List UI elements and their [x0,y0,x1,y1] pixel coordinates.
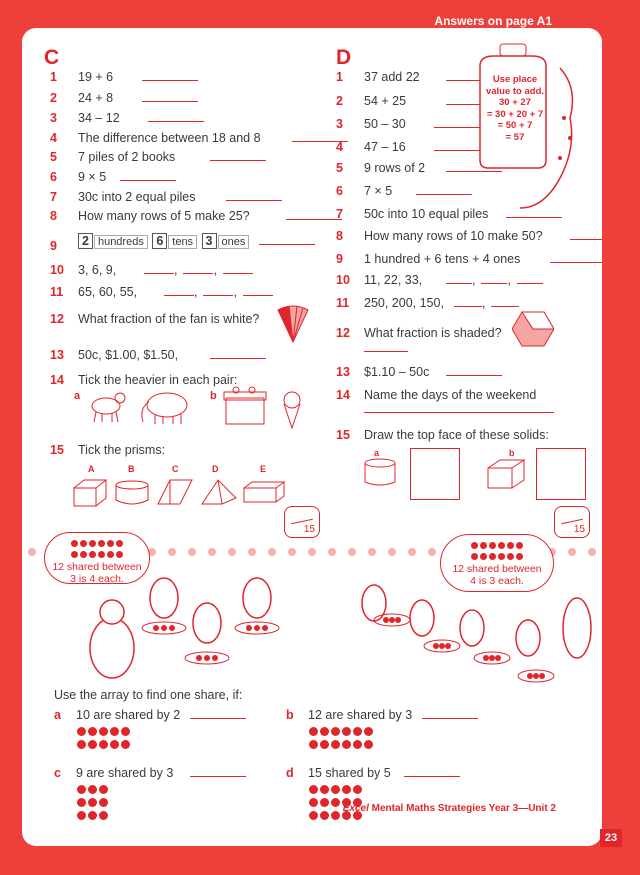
array-dot [353,740,362,749]
counter-dot [71,540,78,547]
question-number: 3 [50,111,57,125]
question-number: 5 [336,161,343,175]
cylinder-solid-icon [362,458,398,488]
question-text: 50 – 30 [364,117,406,131]
array-dot [99,811,108,820]
question-text: What fraction of the fan is white? [78,312,260,326]
counter-dot [516,553,523,560]
question-text: Tick the heavier in each pair: [78,373,238,387]
question-number: 13 [50,348,64,362]
answer-blank[interactable] [404,766,460,777]
page-number: 23 [600,829,622,847]
question-number: 14 [336,388,350,402]
array-dot [320,785,329,794]
hint-line: 30 + 27 [499,97,531,108]
divider-dot [288,548,296,556]
array-dot [331,740,340,749]
answer-blank[interactable] [142,91,198,102]
array-dot [331,811,340,820]
share-letter: d [286,766,294,780]
question-number: 4 [336,140,343,154]
array-dot [309,727,318,736]
counter-dot [480,542,487,549]
hundreds-word: hundreds [94,235,148,249]
prism-label: C [172,464,179,474]
question-text: The difference between 18 and 8 [78,131,261,145]
counter-dot [471,553,478,560]
array-dot [121,727,130,736]
counter-dot [98,540,105,547]
divider-dot [268,548,276,556]
answer-blank[interactable] [144,263,174,274]
array-dot [320,811,329,820]
divider-dot [248,548,256,556]
counter-dot [516,542,523,549]
prism-label: A [88,464,95,474]
array-dot [364,740,373,749]
answer-blank[interactable] [226,190,282,201]
divider-dot [28,548,36,556]
question-text: 19 + 6 [78,70,114,84]
array-dot [88,727,97,736]
counter-dot [498,542,505,549]
cube-icon[interactable] [72,478,108,508]
answers-note: Answers on page A1 [434,14,552,28]
dot-array [308,726,374,752]
place-value-strip [77,233,315,249]
counter-dot [89,540,96,547]
divider-dot [428,548,436,556]
share-letter: a [54,708,61,722]
question-number: 1 [336,70,343,84]
worksheet-page: C 1 19 + 6 2 24 + 8 3 34 – 12 4 The difference between 18 and 8 5 7 piles of 2 books 6 9 × 5 7 30c into 2 equal piles 8 How many rows of 5 make 25? 9 10 3, 6, 9, , , 11 65, 60, 55, , , 12 What fraction of the fan is white? 13 50c, $1.00, $1.50, 14 Tick the heavier in each pair: 15 Tick the prisms: 2 hundreds 6 tens 3 ones a b A B C D E 15 D 1 37 add 22 2 54 + 25 3 50 – 30 4 47 – 16 5 9 rows of 2 6 7 × 5 7 50c into 10 equal piles 8 How many rows of 10 make 50? 9 1 hundred + 6 tens + 4 ones 10 11, 22, 33, , , 11 250, 200, 150, , 12 What fraction is shaded? 13 $1.10 – 50c 14 Name the days of the weekend 15 Draw the top face of these solids: Use place value to add. 30 + 27 = 30 + 20 + 7 = 50 + 7 = 57 a b 15 12 shared between 3 is 4 each. 12 shared between 4 is 3 each. Use the array to find one share, if: a 10 are shared by 2 b 12 are shared by 3 c 9 are shared by 3 d 15 shared by 5 Excel Mental Maths Strategies Year 3—Unit 2 [22,28,602,846]
array-dot [110,740,119,749]
question-text: What fraction is shaded? [364,326,502,340]
question-text: 24 + 8 [78,91,114,105]
answer-blank[interactable] [286,209,342,220]
share-letter: c [54,766,61,780]
question-text: 7 piles of 2 books [78,150,176,164]
counter-dot [507,553,514,560]
array-dot [88,785,97,794]
array-dot [353,785,362,794]
ice-cream-icon[interactable] [280,390,304,430]
counter-dot [498,553,505,560]
array-dot [88,811,97,820]
counter-dot [489,542,496,549]
rectangular-prism-icon[interactable] [242,480,286,504]
divider-dot [348,548,356,556]
array-dot [77,798,86,807]
divider-dot [308,548,316,556]
question-text: 65, 60, 55, [78,285,138,299]
question-number: 2 [50,91,57,105]
question-text: Tick the prisms: [78,443,166,457]
answer-blank[interactable] [517,273,543,284]
counter-dot [471,542,478,549]
question-number: 15 [336,428,350,442]
question-number: 3 [336,117,343,131]
ones-word: ones [218,235,250,249]
hint-line: value to add. [485,85,545,97]
array-dot [320,740,329,749]
array-dot [364,727,373,736]
section-d-letter: D [336,46,352,69]
question-text: Name the days of the weekend [364,388,537,402]
divider-dot [328,548,336,556]
array-dot [99,727,108,736]
question-text: 7 × 5 [364,184,393,198]
question-number: 10 [50,263,64,277]
answer-blank[interactable] [203,285,233,296]
answer-blank[interactable] [190,708,246,719]
hint-line: = 30 + 20 + 7 [486,108,544,120]
question-text: 3, 6, 9, [78,263,117,277]
answer-blank[interactable] [210,150,266,161]
counter-dot [80,540,87,547]
question-number: 13 [336,365,350,379]
question-number: 9 [336,252,343,266]
question-text: 11, 22, 33, [364,273,423,287]
dot-array [76,726,131,752]
answer-blank[interactable] [491,296,519,307]
question-number: 6 [50,170,57,184]
divider-dot [188,548,196,556]
question-text: 9 rows of 2 [364,161,426,175]
hint-line: = 57 [505,131,525,143]
share-text: 10 are shared by 2 [76,708,181,722]
array-dot [342,727,351,736]
array-dot [88,740,97,749]
array-dot [331,727,340,736]
footer-title: Excel Mental Maths Strategies Year 3—Unit 2 [342,803,556,814]
pair-b-label: b [210,390,217,402]
speech-bubble-right: 12 shared between 4 is 3 each. [440,534,554,592]
section-c-letter: C [44,46,60,69]
question-number: 2 [336,94,343,108]
question-number: 10 [336,273,350,287]
counter-dot [116,551,123,558]
question-number: 14 [50,373,64,387]
answer-blank[interactable] [422,708,478,719]
answer-blank[interactable] [223,263,253,274]
score-box-c: 15 [284,506,320,538]
array-dot [320,727,329,736]
array-dot [331,785,340,794]
toy-box-icon[interactable] [222,386,268,426]
answer-blank[interactable] [164,285,194,296]
counter-dot [489,553,496,560]
tens-digit: 6 [152,233,167,249]
dot-array [76,784,109,823]
question-number: 5 [50,150,57,164]
question-number: 12 [50,312,64,326]
divider-dot [168,548,176,556]
array-dot [331,798,340,807]
divider-dot [208,548,216,556]
share-letter: b [286,708,294,722]
share-text: 12 are shared by 3 [308,708,413,722]
array-dot [309,798,318,807]
solid-a-label: a [374,448,380,458]
answer-blank[interactable] [481,273,507,284]
question-number: 4 [50,131,57,145]
question-text: 30c into 2 equal piles [78,190,196,204]
answer-blank[interactable] [550,252,602,263]
hint-line: = 50 + 7 [497,120,533,131]
pair-a-label: a [74,390,81,402]
question-number: 8 [336,229,343,243]
answer-blank[interactable] [416,184,472,195]
counter-dot [116,540,123,547]
answer-blank[interactable] [120,170,176,181]
counter-dot [107,551,114,558]
counter-dot [107,540,114,547]
penguin-group-icon [82,568,302,688]
question-text: $1.10 – 50c [364,365,430,379]
array-dot [309,811,318,820]
divider-dot [588,548,596,556]
platypus-icon [500,58,580,218]
array-instructions: Use the array to find one share, if: [54,688,243,702]
divider-dot [368,548,376,556]
array-dot [88,798,97,807]
array-dot [342,740,351,749]
array-dot [320,798,329,807]
array-dot [342,785,351,794]
question-text: 50c into 10 equal piles [364,207,489,221]
answer-blank[interactable] [148,111,204,122]
counter-dot [80,551,87,558]
answer-blank[interactable] [570,229,602,240]
array-dot [77,811,86,820]
array-dot [309,740,318,749]
counter-dot [71,551,78,558]
pyramid-icon[interactable] [200,478,238,506]
score-box-d: 15 [554,506,590,538]
answer-blank[interactable] [142,70,198,81]
divider-dot [388,548,396,556]
array-dot [99,785,108,794]
question-number: 7 [336,207,343,221]
fan-icon [276,304,310,344]
answer-blank[interactable] [259,234,315,245]
array-dot [77,785,86,794]
prism-label: D [212,464,219,474]
question-number: 1 [50,70,57,84]
array-dot [77,727,86,736]
share-text: 15 shared by 5 [308,766,391,780]
platypus-group-icon [352,568,592,688]
prism-label: B [128,464,135,474]
dog-icon[interactable] [82,388,130,424]
question-text: 50c, $1.00, $1.50, [78,348,179,362]
elephant-icon[interactable] [137,388,193,426]
array-dot [121,740,130,749]
divider-dot [408,548,416,556]
question-text: 9 × 5 [78,170,107,184]
draw-box-b[interactable] [536,448,586,500]
question-text: 34 – 12 [78,111,120,125]
tens-word: tens [168,235,197,249]
question-number: 12 [336,326,350,340]
answer-blank[interactable] [446,273,472,284]
answer-blank[interactable] [190,766,246,777]
hundreds-digit: 2 [78,233,93,249]
cube-solid-icon [486,458,526,490]
answer-blank[interactable] [183,263,213,274]
array-dot [99,798,108,807]
question-number: 6 [336,184,343,198]
question-text: 37 add 22 [364,70,420,84]
array-dot [309,785,318,794]
solid-b-label: b [509,448,515,458]
cylinder-icon[interactable] [114,480,150,506]
hexagon-icon [512,310,554,348]
divider-dot [568,548,576,556]
question-number: 7 [50,190,57,204]
counter-dot [98,551,105,558]
answer-line[interactable] [364,412,554,413]
answer-blank[interactable] [210,348,266,359]
triangular-prism-icon[interactable] [156,476,194,506]
draw-box-a[interactable] [410,448,460,500]
answer-blank[interactable] [454,296,482,307]
question-number: 11 [50,285,64,299]
question-text: Draw the top face of these solids: [364,428,549,442]
question-text: 250, 200, 150, [364,296,444,310]
question-number: 11 [336,296,350,310]
question-number: 8 [50,209,57,223]
question-text: 47 – 16 [364,140,406,154]
answer-line[interactable] [364,351,408,352]
prism-label: E [260,464,267,474]
counter-dot [480,553,487,560]
hint-line: Use place [492,74,538,85]
question-text: How many rows of 10 make 50? [364,229,543,243]
question-text: 1 hundred + 6 tens + 4 ones [364,252,521,266]
array-dot [99,740,108,749]
speech-bubble-left: 12 shared between 3 is 4 each. [44,532,150,584]
ones-digit: 3 [202,233,217,249]
question-text: How many rows of 5 make 25? [78,209,250,223]
share-text: 9 are shared by 3 [76,766,174,780]
answer-blank[interactable] [446,365,502,376]
question-number: 15 [50,443,64,457]
question-text: 54 + 25 [364,94,407,108]
divider-dot [228,548,236,556]
array-dot [353,727,362,736]
array-dot [110,727,119,736]
question-number: 9 [50,239,57,253]
array-dot [77,740,86,749]
answer-blank[interactable] [243,285,273,296]
counter-dot [507,542,514,549]
counter-dot [89,551,96,558]
